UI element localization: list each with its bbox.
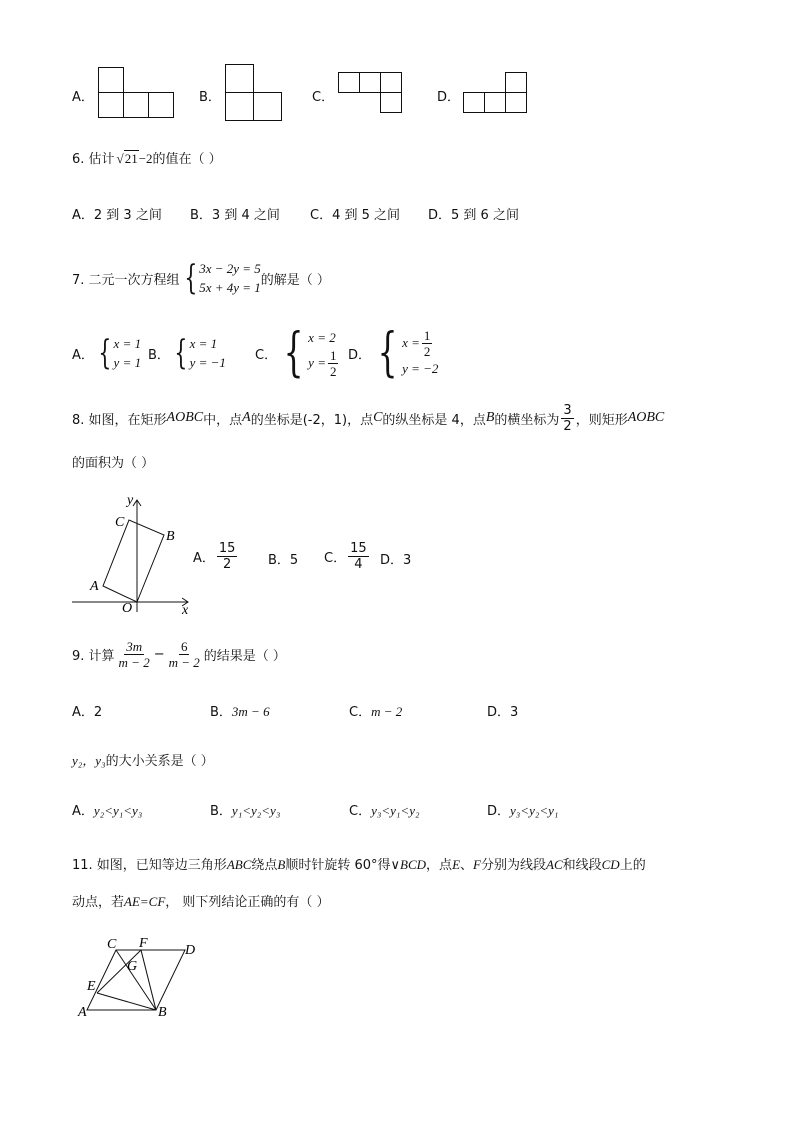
q6-option-c: C．4 到 5 之间 (310, 208, 401, 223)
q8-option-b: B．5 (268, 553, 299, 568)
svg-text:D: D (185, 943, 196, 958)
svg-text:A: A (78, 1005, 87, 1020)
q6-option-a: A．2 到 3 之间 (72, 208, 162, 223)
q9-option-b: B．3m − 6 (210, 704, 270, 720)
q10-option-d: D．y₃<y₂<y₁ (487, 803, 559, 819)
q8-stem-line1: 8. 如图，在矩形 AOBC 中，点 A 的坐标是(-2，1)，点 C 的纵坐标是 4，点 B 的横坐标为 $\frac{3}{2}$ ，则矩形 AOBC (72, 402, 665, 434)
q11-figure (72, 938, 196, 1020)
svg-text:C: C (115, 515, 125, 530)
svg-text:F: F (139, 938, 148, 951)
q8-figure (68, 494, 198, 616)
q6-option-b: B．3 到 4 之间 (190, 208, 280, 223)
q5-option-d-label: D． (437, 90, 461, 105)
svg-text:E: E (87, 979, 96, 994)
q8-option-a: A． $\frac{15}{2}$ (193, 540, 236, 572)
svg-text:y: y (127, 494, 134, 508)
q6-stem: 6. 估计 √21−2的值在（ ） (72, 151, 222, 167)
q10-option-a: A．y₂<y₁<y₃ (72, 803, 143, 819)
q6-option-d: D．5 到 6 之间 (428, 208, 519, 223)
q5-option-c-label: C． (312, 90, 335, 105)
q8-option-d: D．3 (380, 553, 412, 568)
q8-stem-line2: 的面积为（ ） (72, 456, 155, 471)
svg-text:x: x (182, 603, 189, 616)
q9-stem: 9. 计算 $\frac{3m}{m - 2}$ − $\frac{6}{m - 2}$ 的结果是（ ） (72, 638, 286, 670)
svg-text:B: B (158, 1005, 167, 1020)
q7-equation-system: { 3x − 2y = 5 5x + 4y = 1 (183, 258, 261, 298)
q7-stem: 7. 二元一次方程组 { 3x − 2y = 5 5x + 4y = 1 的解是（ ） (72, 258, 330, 298)
q9-option-a: A．2 (72, 705, 103, 720)
q7-option-b: B． { x = 1 y = −1 (148, 333, 226, 373)
q7-option-c: C． { x = 2 y = $\frac{1}{2}$ (255, 323, 337, 383)
q6-sqrt-expression: √21−2 (116, 151, 153, 166)
q5-option-a-label: A． (72, 90, 94, 105)
svg-text:B: B (166, 529, 175, 544)
q11-stem-line2: 动点，若AE=CF， 则下列结论正确的有（ ） (72, 894, 330, 910)
q5-option-c-figure (338, 72, 402, 114)
q10-stem: y₂，y₃的大小关系是（ ） (72, 753, 214, 769)
q9-option-d: D．3 (487, 705, 519, 720)
q11-stem-line1: 11. 如图，已知等边三角形ABC绕点B顺时针旋转 60°得∨BCD，点E、F分别为线段AC和线段CD上的 (72, 857, 646, 873)
q5-option-b-label: B． (199, 90, 221, 105)
q10-option-b: B．y₁<y₂<y₃ (210, 803, 281, 819)
svg-text:C: C (107, 938, 117, 952)
q5-option-a-figure (98, 67, 176, 119)
svg-text:O: O (122, 601, 133, 616)
q5-option-b-figure (225, 64, 281, 120)
svg-text:A: A (90, 579, 99, 594)
q7-option-a: A． { x = 1 y = 1 (72, 333, 142, 373)
q5-option-d-figure (463, 72, 527, 114)
q7-option-d: D． { x = $\frac{1}{2}$ y = −2 (348, 323, 439, 383)
q9-option-c: C．m − 2 (349, 704, 403, 720)
svg-text:G: G (127, 959, 138, 974)
q10-option-c: C．y₃<y₁<y₂ (349, 803, 420, 819)
q8-option-c: C． $\frac{15}{4}$ (324, 540, 367, 572)
